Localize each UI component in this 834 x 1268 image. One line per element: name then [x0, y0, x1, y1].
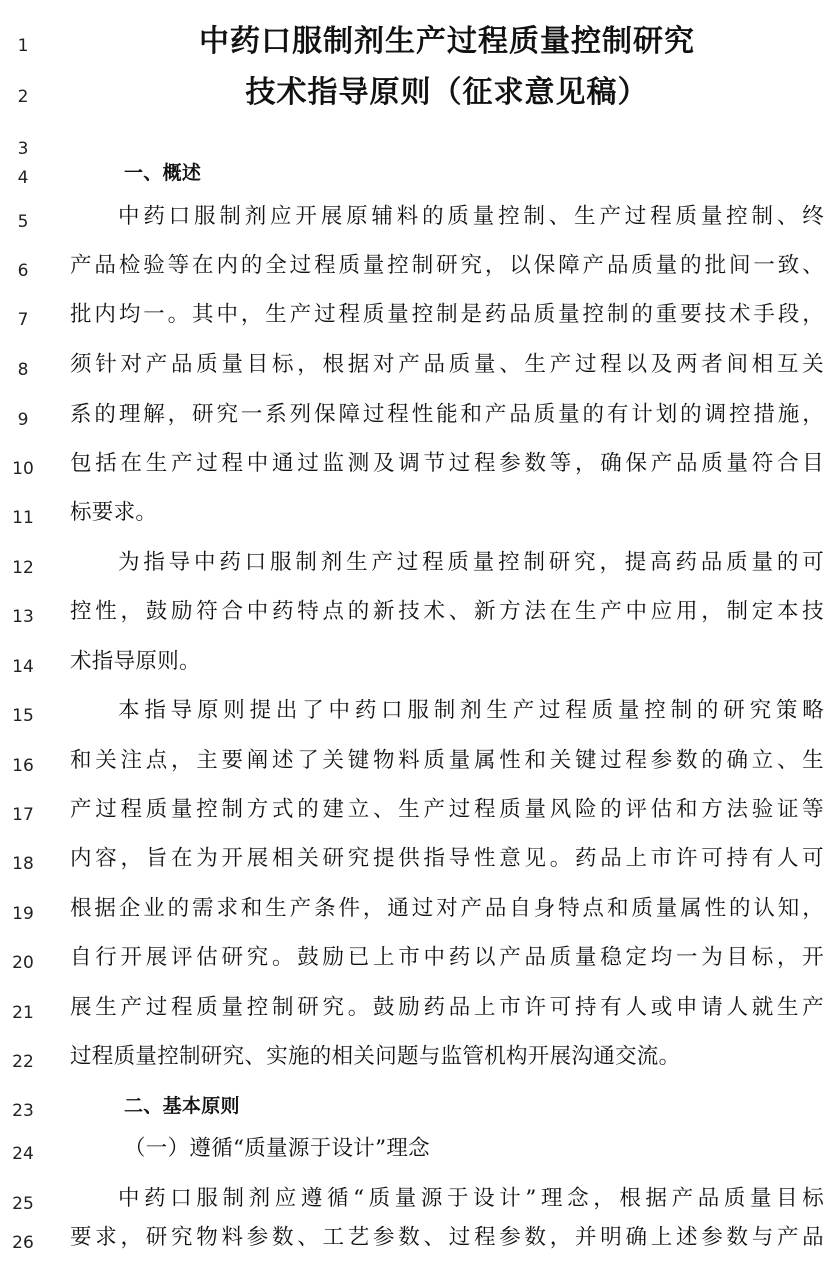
- line-1: [0, 22, 834, 71]
- subsection-heading-qbd: （一）遵循“质量源于设计”理念: [124, 1136, 430, 1161]
- line-number: 2: [17, 87, 29, 107]
- line-number: 22: [12, 1052, 34, 1072]
- line-23: [0, 1087, 834, 1136]
- line-10: [0, 445, 834, 494]
- line-number: 17: [12, 805, 34, 825]
- line-9: [0, 396, 834, 445]
- section-heading-principles: 二、基本原则: [124, 1095, 240, 1117]
- line-14: [0, 643, 834, 692]
- section-heading-overview: 一、概述: [124, 162, 202, 184]
- line-text: 展生产过程质量控制研究。鼓励药品上市许可持有人或申请人就生产: [70, 995, 824, 1020]
- line-21: [0, 989, 834, 1038]
- line-number: 14: [12, 657, 34, 677]
- line-number: 4: [17, 168, 29, 188]
- document-title-line1: 中药口服制剂生产过程质量控制研究: [199, 24, 695, 59]
- line-number: 21: [12, 1003, 34, 1023]
- line-5: [0, 198, 834, 247]
- line-text: 控性，鼓励符合中药特点的新技术、新方法在生产中应用，制定本技: [70, 599, 824, 624]
- line-number: 18: [12, 854, 34, 874]
- line-4: [0, 154, 834, 203]
- line-22: [0, 1038, 834, 1087]
- line-text: 批内均一。其中，生产过程质量控制是药品质量控制的重要技术手段，: [70, 302, 824, 327]
- line-text: 须针对产品质量目标，根据对产品质量、生产过程以及两者间相互关: [70, 352, 824, 377]
- line-text: 系的理解，研究一系列保障过程性能和产品质量的有计划的调控措施，: [70, 402, 824, 427]
- line-26: [0, 1219, 834, 1268]
- line-text: 本指导原则提出了中药口服制剂生产过程质量控制的研究策略: [118, 698, 824, 723]
- line-8: [0, 346, 834, 395]
- line-11: [0, 494, 834, 543]
- line-text: 包括在生产过程中通过监测及调节过程参数等，确保产品质量符合目: [70, 451, 824, 476]
- line-number: 24: [12, 1144, 34, 1164]
- line-number: 1: [17, 36, 29, 56]
- line-number: 19: [12, 904, 34, 924]
- line-number: 6: [17, 261, 29, 281]
- line-number: 16: [12, 756, 34, 776]
- line-17: [0, 791, 834, 840]
- line-text: 要求，研究物料参数、工艺参数、过程参数，并明确上述参数与产品: [70, 1225, 824, 1250]
- line-number: 8: [17, 360, 29, 380]
- line-number: 11: [12, 508, 34, 528]
- line-18: [0, 840, 834, 889]
- line-number: 9: [17, 410, 29, 430]
- line-12: [0, 544, 834, 593]
- line-number: 7: [17, 310, 29, 330]
- line-6: [0, 247, 834, 296]
- line-text: 标要求。: [70, 500, 158, 525]
- line-text: 根据企业的需求和生产条件，通过对产品自身特点和质量属性的认知，: [70, 896, 824, 921]
- line-number: 20: [12, 953, 34, 973]
- line-number: 25: [12, 1194, 34, 1214]
- line-20: [0, 939, 834, 988]
- line-text: 自行开展评估研究。鼓励已上市中药以产品质量稳定均一为目标，开: [70, 945, 824, 970]
- line-text: 为指导中药口服制剂生产过程质量控制研究，提高药品质量的可: [118, 550, 824, 575]
- line-7: [0, 296, 834, 345]
- line-16: [0, 742, 834, 791]
- line-number: 12: [12, 558, 34, 578]
- line-number: 5: [17, 212, 29, 232]
- line-number: 3: [17, 139, 29, 159]
- line-number: 13: [12, 607, 34, 627]
- line-number: 26: [12, 1233, 34, 1253]
- line-text: 产品检验等在内的全过程质量控制研究，以保障产品质量的批间一致、: [70, 253, 824, 278]
- line-text: 过程质量控制研究、实施的相关问题与监管机构开展沟通交流。: [70, 1044, 681, 1069]
- line-text: 和关注点，主要阐述了关键物料质量属性和关键过程参数的确立、生: [70, 748, 824, 773]
- line-text: 术指导原则。: [70, 649, 201, 674]
- line-text: 内容，旨在为开展相关研究提供指导性意见。药品上市许可持有人可: [70, 846, 824, 871]
- line-text: 产过程质量控制方式的建立、生产过程质量风险的评估和方法验证等: [70, 797, 824, 822]
- line-2: [0, 73, 834, 122]
- line-text: 中药口服制剂应开展原辅料的质量控制、生产过程质量控制、终: [118, 204, 824, 229]
- line-number: 23: [12, 1101, 34, 1121]
- line-text: 中药口服制剂应遵循“质量源于设计”理念，根据产品质量目标: [118, 1186, 824, 1211]
- document-title-line2: 技术指导原则（征求意见稿）: [245, 75, 649, 110]
- line-number: 15: [12, 706, 34, 726]
- line-19: [0, 890, 834, 939]
- line-15: [0, 692, 834, 741]
- line-13: [0, 593, 834, 642]
- line-24: [0, 1130, 834, 1179]
- line-number: 10: [12, 459, 34, 479]
